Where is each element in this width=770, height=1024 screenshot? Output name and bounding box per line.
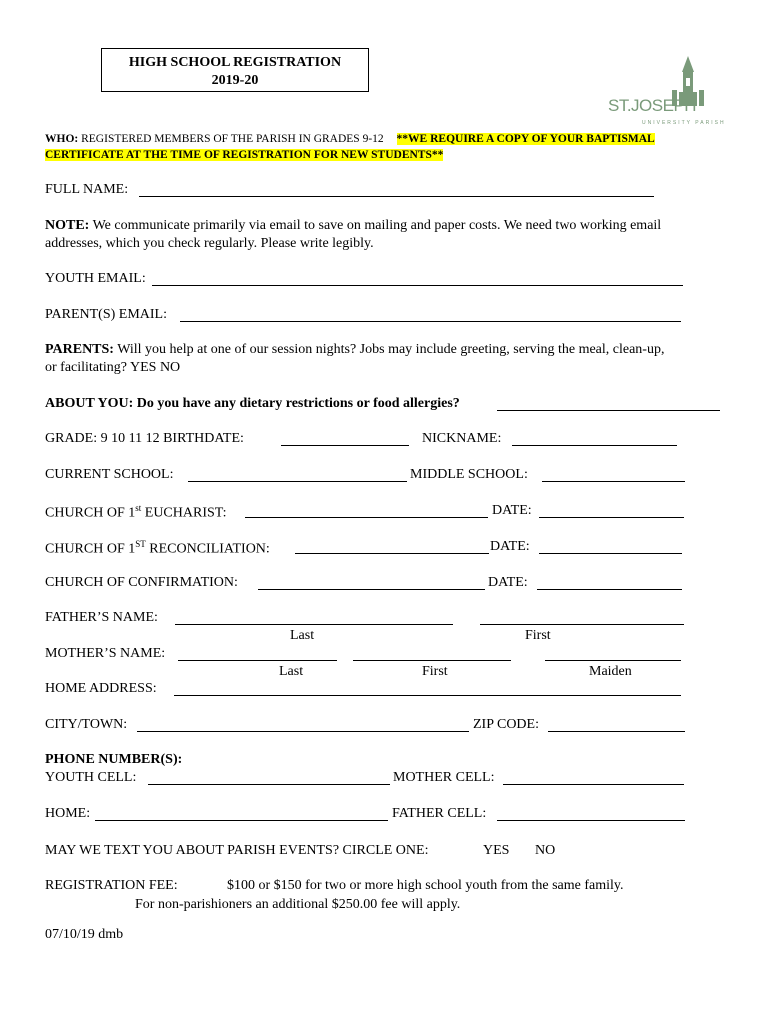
confirmation-date-label: DATE: [488, 575, 528, 590]
parent-email-label: PARENT(S) EMAIL: [45, 307, 167, 322]
home-address-field[interactable] [174, 695, 681, 696]
confirmation-label: CHURCH OF CONFIRMATION: [45, 575, 238, 590]
youth-email-field[interactable] [152, 285, 683, 286]
city-field[interactable] [137, 731, 469, 732]
reconciliation-sup: ST [135, 539, 146, 549]
who-line2 [45, 149, 443, 161]
zip-field[interactable] [548, 731, 685, 732]
eucharist-date-label: DATE: [492, 503, 532, 518]
note-label: NOTE: [45, 218, 90, 233]
reconciliation-pre: CHURCH OF 1 [45, 541, 136, 557]
parents-label: PARENTS: [45, 342, 114, 357]
text-yes-option[interactable]: YES [483, 843, 510, 858]
parents-text-1: Will you help at one of our session nights? Jobs may include greeting, serving the meal, clean-up, [113, 342, 665, 357]
baptismal-requirement-1: **WE REQUIRE A COPY OF YOUR BAPTISMAL [396, 133, 655, 145]
registration-fee-line1: $100 or $150 for two or more high school youth from the same family. [227, 878, 624, 893]
footer-date: 07/10/19 dmb [45, 927, 124, 942]
title-box [101, 48, 369, 92]
mother-last-field[interactable] [178, 660, 337, 661]
father-cell-label: FATHER CELL: [392, 806, 487, 821]
mother-first-field[interactable] [353, 660, 511, 661]
reconciliation-date-field[interactable] [539, 553, 682, 554]
eucharist-date-field[interactable] [539, 517, 684, 518]
phone-numbers-header: PHONE NUMBER(S): [45, 752, 183, 767]
eucharist-post: EUCHARIST: [141, 505, 227, 521]
eucharist-sup: st [135, 503, 142, 513]
text-no-option[interactable]: NO [535, 843, 556, 858]
note-line1 [45, 218, 661, 234]
text-question: MAY WE TEXT YOU ABOUT PARISH EVENTS? CIRCLE ONE: [45, 843, 429, 858]
father-first-caption: First [525, 628, 551, 643]
note-line2: addresses, which you check regularly. Please write legibly. [45, 236, 374, 251]
confirmation-date-field[interactable] [537, 589, 682, 590]
parents-line1 [45, 342, 664, 358]
dietary-field[interactable] [497, 410, 720, 411]
full-name-label: FULL NAME: [45, 182, 129, 197]
about-you-label: ABOUT YOU: Do you have any dietary restrictions or food allergies? [45, 396, 460, 411]
mother-maiden-caption: Maiden [589, 664, 632, 679]
note-text-1: We communicate primarily via email to save on mailing and paper costs. We need two working email [89, 218, 662, 233]
youth-cell-label: YOUTH CELL: [45, 770, 137, 785]
home-phone-field[interactable] [95, 820, 388, 821]
city-label: CITY/TOWN: [45, 717, 128, 732]
current-school-label: CURRENT SCHOOL: [45, 467, 174, 482]
parent-email-field[interactable] [180, 321, 681, 322]
reconciliation-post: RECONCILIATION: [145, 541, 270, 557]
who-line1 [45, 133, 655, 145]
mother-cell-label: MOTHER CELL: [393, 770, 495, 785]
title-line2: 2019-20 [211, 73, 259, 88]
eucharist-pre: CHURCH OF 1 [45, 505, 136, 521]
parish-logo [608, 56, 726, 130]
eucharist-church-field[interactable] [245, 517, 488, 518]
logo-name: ST.JOSEPH [608, 96, 697, 115]
logo-subtitle: UNIVERSITY PARISH [642, 120, 726, 126]
middle-school-label: MIDDLE SCHOOL: [410, 467, 528, 482]
youth-email-label: YOUTH EMAIL: [45, 271, 146, 286]
home-address-label: HOME ADDRESS: [45, 681, 157, 696]
home-phone-label: HOME: [45, 806, 91, 821]
who-label: WHO: [45, 133, 79, 145]
nickname-field[interactable] [512, 445, 677, 446]
full-name-field[interactable] [139, 196, 654, 197]
parents-line2: or facilitating? YES NO [45, 360, 181, 375]
birthdate-field[interactable] [281, 445, 409, 446]
baptismal-requirement-2: CERTIFICATE AT THE TIME OF REGISTRATION FOR NEW STUDENTS** [45, 149, 444, 161]
who-text: REGISTERED MEMBERS OF THE PARISH IN GRADES 9-12 [81, 133, 384, 145]
father-last-field[interactable] [175, 624, 453, 625]
mother-name-label: MOTHER’S NAME: [45, 646, 166, 661]
registration-fee-label: REGISTRATION FEE: [45, 878, 178, 893]
father-first-field[interactable] [480, 624, 684, 625]
reconciliation-church-field[interactable] [295, 553, 489, 554]
father-cell-field[interactable] [497, 820, 685, 821]
reconciliation-date-label: DATE: [490, 539, 530, 554]
confirmation-church-field[interactable] [258, 589, 485, 590]
mother-maiden-field[interactable] [545, 660, 681, 661]
zip-label: ZIP CODE: [473, 717, 539, 732]
mother-cell-field[interactable] [503, 784, 684, 785]
title-line1: HIGH SCHOOL REGISTRATION [128, 55, 342, 70]
eucharist-label [45, 503, 227, 522]
church-steeple-icon [608, 56, 726, 130]
middle-school-field[interactable] [542, 481, 685, 482]
current-school-field[interactable] [188, 481, 407, 482]
mother-last-caption: Last [279, 664, 304, 679]
grade-birthdate-label: GRADE: 9 10 11 12 BIRTHDATE: [45, 431, 244, 446]
nickname-label: NICKNAME: [422, 431, 502, 446]
father-last-caption: Last [290, 628, 315, 643]
registration-fee-line2: For non-parishioners an additional $250.00 fee will apply. [135, 897, 461, 912]
reconciliation-label [45, 539, 270, 558]
youth-cell-field[interactable] [148, 784, 390, 785]
mother-first-caption: First [422, 664, 448, 679]
father-name-label: FATHER’S NAME: [45, 610, 158, 625]
